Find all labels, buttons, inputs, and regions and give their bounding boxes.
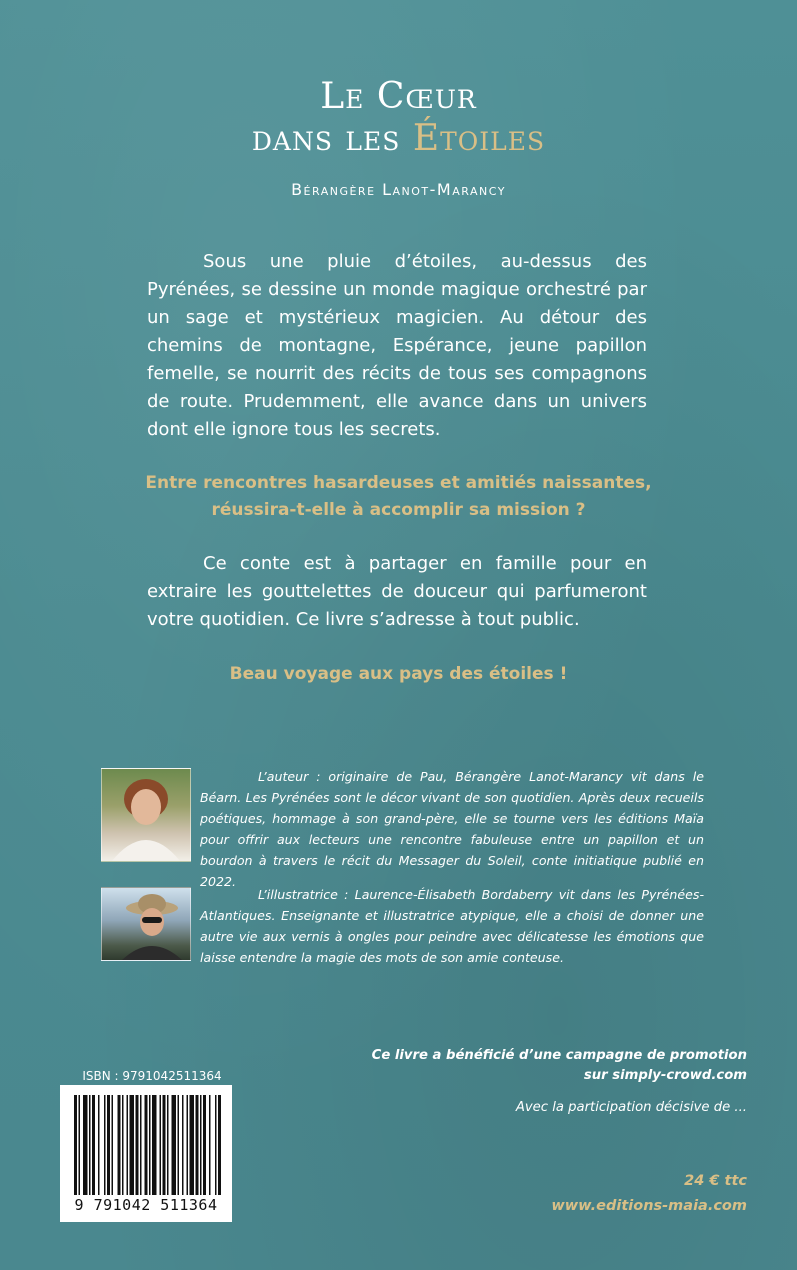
- promo-line-1: Ce livre a bénéficié d’une campagne de promotion: [371, 1048, 747, 1063]
- barcode-bar: [89, 1095, 91, 1195]
- barcode-bar: [98, 1095, 100, 1195]
- blurb-highlight-closing: Beau voyage aux pays des étoiles !: [229, 664, 568, 684]
- barcode-bar: [187, 1095, 189, 1195]
- promo-note: [372, 1046, 747, 1086]
- barcode-bar: [215, 1095, 217, 1195]
- barcode-bar: [203, 1095, 206, 1195]
- barcode-bar: [79, 1095, 81, 1195]
- barcode-bar: [74, 1095, 77, 1195]
- isbn-label: ISBN : 9791042511364: [82, 1069, 222, 1083]
- barcode-bar: [196, 1095, 199, 1195]
- highlight-line-1: Entre rencontres hasardeuses et amitiés naissantes,: [145, 473, 652, 493]
- barcode-bar: [130, 1095, 135, 1195]
- title-line-1: [0, 76, 797, 117]
- price: 24 € ttc: [684, 1173, 747, 1189]
- barcode-bar: [163, 1095, 166, 1195]
- author-name: Bérangère Lanot-Marancy: [291, 180, 506, 199]
- blurb-paragraph-1: Sous une pluie d’étoiles, au-dessus des Pyrénées, se dessine un monde magique orchestré par un sage et mystérieux magicien. Au détour des chemins de montagne, Espérance, jeune papillon femelle, se nourrit des récits de tous ses compagnons de route. Prudemment, elle avance dans un univers dont elle ignore tous les secrets.: [147, 251, 647, 440]
- barcode-bar: [167, 1095, 169, 1195]
- barcode-bar: [190, 1095, 195, 1195]
- barcode-bar: [145, 1095, 148, 1195]
- barcode-bar: [209, 1095, 211, 1195]
- barcode-bar: [152, 1095, 157, 1195]
- author-bio: L’auteur : originaire de Pau, Bérangère Lanot-Marancy vit dans le Béarn. Les Pyrénées sont le décor vivant de son quotidien. Après deux recueils poétiques, hommage à son grand-père, elle se tourne vers les éditions Maïa pour offrir aux lecteurs une rencontre fabuleuse entre un papillon et un bourdon à travers le récit du Messager du Soleil, conte initiatique publié en 2022.: [200, 769, 704, 889]
- barcode-bar: [107, 1095, 110, 1195]
- title-accent-word: Étoiles: [412, 118, 546, 159]
- barcode-bar: [218, 1095, 221, 1195]
- barcode-bar: [127, 1095, 129, 1195]
- barcode-bar: [178, 1095, 180, 1195]
- barcode-bar: [200, 1095, 202, 1195]
- title-line-2: [0, 118, 797, 159]
- barcode-bar: [122, 1095, 124, 1195]
- barcode-bar: [160, 1095, 162, 1195]
- participation-note: Avec la participation décisive de ...: [515, 1100, 747, 1115]
- barcode-bar: [104, 1095, 106, 1195]
- barcode-bar: [172, 1095, 177, 1195]
- highlight-line-2: réussira-t-elle à accomplir sa mission ?: [211, 500, 586, 520]
- title-text-1: Le Cœur: [320, 76, 477, 117]
- illustrator-photo: [101, 887, 191, 961]
- blurb-highlight-question: [110, 470, 687, 524]
- author-photo: [101, 768, 191, 862]
- isbn-barcode: [60, 1085, 232, 1222]
- barcode-bar: [140, 1095, 142, 1195]
- illustrator-bio: L’illustratrice : Laurence-Élisabeth Bordaberry vit dans les Pyrénées-Atlantiques. Enseignante et illustratrice atypique, elle a choisi de donner une autre vie aux vernis à ongles pour peindre avec délicatesse les émotions que laisse entendre la magie des mots de son amie conteuse.: [200, 887, 704, 965]
- barcode-bar: [118, 1095, 121, 1195]
- blurb-paragraph-2: Ce conte est à partager en famille pour en extraire les gouttelettes de douceur qui parfumeront votre quotidien. Ce livre s’adresse à tout public.: [147, 553, 647, 630]
- barcode-bar: [112, 1095, 114, 1195]
- barcode-bar: [149, 1095, 151, 1195]
- publisher-website: www.editions-maia.com: [551, 1198, 747, 1214]
- barcode-bar: [182, 1095, 184, 1195]
- barcode-bar: [83, 1095, 88, 1195]
- barcode-bar: [136, 1095, 139, 1195]
- barcode-bar: [92, 1095, 95, 1195]
- title-text-2: dans les: [251, 118, 413, 159]
- promo-line-2: sur simply-crowd.com: [583, 1068, 747, 1083]
- barcode-number: 9 791042 511364: [74, 1196, 218, 1214]
